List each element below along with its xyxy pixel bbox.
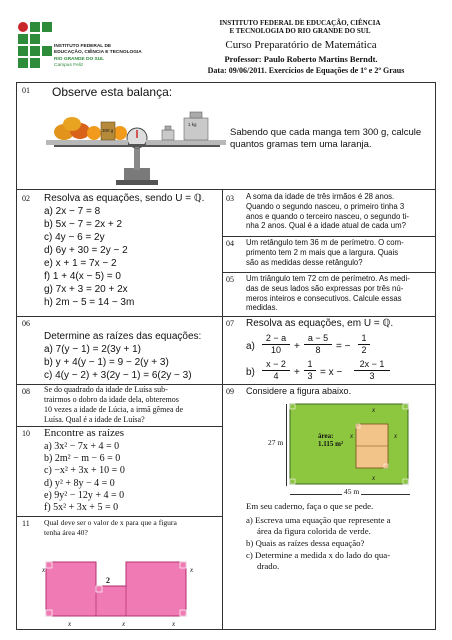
q07-number: 07 [226,319,234,328]
q08-text: Se do quadrado da idade de Luísa sub- trairmos o dobro da idade dela, obteremos 10 vezes a idade de Lúcia, a irmã gêmea de Luísa. Qual é a idade de Luísa? [44,385,184,424]
q07-a-op: + [294,341,300,352]
q07-b-frac1: x − 2 4 [262,359,290,382]
q06-number: 06 [22,319,30,328]
q03-number: 03 [226,194,234,203]
q01-cell [16,82,436,190]
q05-text: Um triângulo tem 72 cm de perímetro. As medi- das de seus lados são expressas por três nú- meros inteiros e consecutivos. Calcule essas medidas. [246,274,410,313]
q07-a-frac2: a − 5 8 [304,333,332,356]
q11-number: 11 [22,519,30,528]
logo-text-1: INSTITUTO FEDERAL DE [54,44,112,49]
q07-b-eq: = x − [320,367,343,378]
q09-item-a: a) Escreva uma equação que represente a área da figura colorida de verde. [246,515,391,536]
q02-number: 02 [22,194,30,203]
q11-figure [36,544,220,626]
q10-number: 10 [22,429,30,438]
q04-number: 04 [226,239,234,248]
q09-x-top: x [372,406,376,414]
q01-title: Observe esta balança: [52,85,173,99]
logo-text-4: Campus Feliz [54,63,84,68]
q04-cell [222,236,436,272]
q01-question: Sabendo que cada manga tem 300 g, calcule quantos gramas tem uma laranja. [230,127,422,150]
q09-intro: Em seu caderno, faça o que se pede. [246,501,374,511]
q07-a-eq: = − [336,341,351,352]
q07-a-label: a) [246,341,255,352]
q08-cell [16,384,222,426]
q11-x-left: x [42,566,46,574]
q11-x-right: x [190,566,194,574]
q07-cell [222,316,436,384]
q09-item-b: b) Quais as raízes dessa equação? [246,538,365,548]
q01-number: 01 [22,86,30,95]
q09-x-right: x [394,432,398,440]
balance-illustration [46,100,226,188]
q09-cell [222,384,436,630]
q09-x-bottom: x [372,474,376,482]
q07-a-frac3: 1 2 [358,333,370,356]
q05-number: 05 [226,275,234,284]
q06-title: Determine as raízes das equações: [44,331,202,342]
q11-x-bottom-1: x [68,620,72,628]
q09-width-dim: 45 m [344,487,360,496]
institution-name: INSTITUTO FEDERAL DE EDUCAÇÃO, CIÊNCIA E TECNOLOGIA DO RIO GRANDE DO SUL [219,19,381,35]
q09-title: Considere a figura abaixo. [246,386,352,396]
logo-text-3: RIO GRANDE DO SUL [54,57,105,62]
weight-right-label: 1 kg [188,122,197,127]
q11-text: Qual deve ser o valor de x para que a figura tenha área 40? [44,518,177,537]
q09-height-dim: 27 m [268,438,284,447]
q11-x-bottom-2: x [122,620,126,628]
q08-number: 08 [22,387,30,396]
q03-text: A soma da idade de três irmãos é 28 anos. Quando o segundo nasceu, o primeiro tinha 3 anos e quando o terceiro nasceu, o segundo ti- nha 2 anos. Qual é a idade atual de cada um? [246,192,409,231]
course-title: Curso Preparatório de Matemática [225,39,377,51]
q04-text: Um retângulo tem 36 m de perímetro. O com- primento tem 2 m mais que a largura. Quais são as medidas desse retângulo? [246,238,404,267]
q07-a-frac1: 2 − a 10 [262,333,290,356]
q11-x-bottom-3: x [172,620,176,628]
q07-b-frac2: 1 3 [304,359,316,382]
q02-title: Resolva as equações, sendo U = ℚ. [44,193,205,204]
q10-title: Encontre as raízes [44,427,125,439]
q02-cell [16,190,222,316]
q07-b-label: b) [246,367,255,378]
q09-area-label: área: 1.115 m² [318,432,344,448]
weight-left-label: 300 g [102,128,114,133]
q06-list: a) 7(y − 1) = 2(3y + 1) b) y + 4(y − 1) = 9 − 2(y + 3) c) 4(y − 2) + 3(2y − 1) = 6(2y − 3) [44,344,192,381]
q06-cell [16,316,222,384]
q02-list: a) 2x − 7 = 8 b) 5x − 7 = 2x + 2 c) 4y − 6 = 2y d) 6y + 30 = 2y − 2 e) x + 1 = 7x − 2 f) 1 + 4(x − 5) = 0 g) 7x + 3 = 20 + 2x h) 2m − 5 = 14 − 3m [44,206,135,308]
q09-item-c: c) Determine a medida x do lado do qua- drado. [246,550,391,571]
q10-list: a) 3x² − 7x + 4 = 0 b) 2m² − m − 6 = 0 c) −x² + 3x + 10 = 0 d) y² + 8y − 4 = 0 e) 9y² − 12y + 4 = 0 f) 5x² + 3x + 5 = 0 [44,441,125,514]
q11-cell [16,516,222,630]
q07-b-frac3: 2x − 1 3 [354,359,390,382]
q09-x-left: x [350,432,354,440]
logo-text-2: EDUCAÇÃO, CIÊNCIA E TECNOLOGIA [54,50,142,55]
professor-line: Professor: Paulo Roberto Martins Berndt. [224,54,378,64]
ifrs-logo [18,20,142,72]
q09-height-line [286,404,287,486]
q07-title: Resolva as equações, em U = ℚ. [246,318,394,329]
q05-cell [222,272,436,316]
q10-cell [16,426,222,516]
q09-figure [288,402,412,490]
q09-number: 09 [226,387,234,396]
q03-cell [222,190,436,236]
date-line: Data: 09/06/2011. Exercícios de Equações de 1º e 2º Graus [207,66,405,75]
q11-two-label: 2 [106,576,110,585]
q07-b-op: + [294,367,300,378]
